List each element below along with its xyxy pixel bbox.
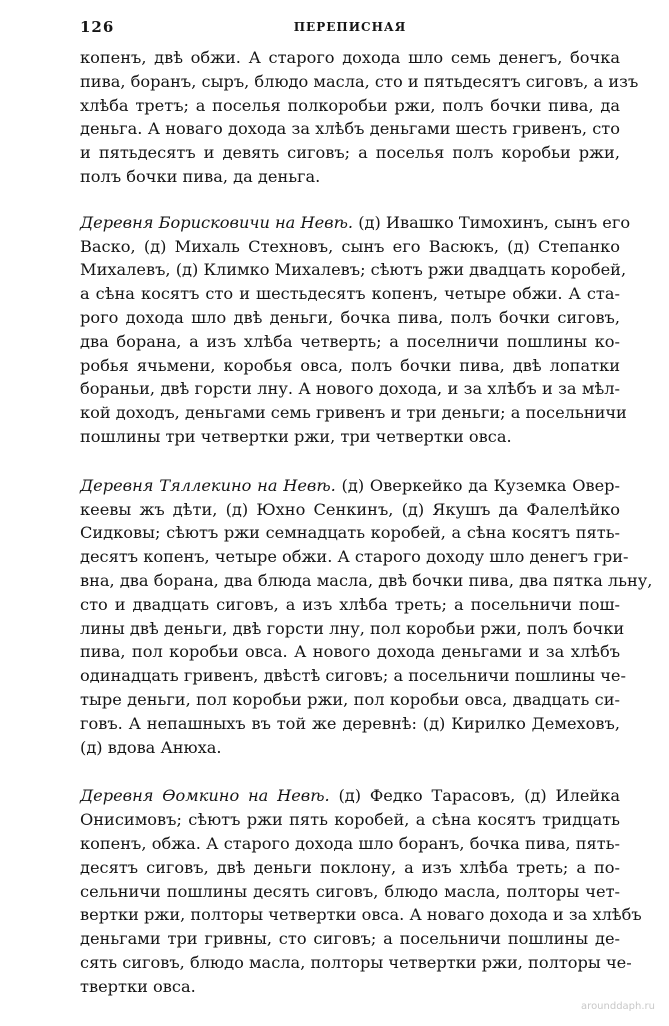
text-line: вертки ржи, полторы четвертки овса. А новаго дохода и за хлѣбъ <box>80 905 642 925</box>
text-line: бораньи, двѣ горсти лну. А нового дохода, и за хлѣбъ и за мѣл- <box>80 379 620 399</box>
text-line: копенъ, обжа. А старого дохода шло боранъ, бочка пива, пять- <box>80 833 620 853</box>
text-line: (д) вдова Анюха. <box>80 737 222 757</box>
text-line: робья ячьмени, коробья овса, полъ бочки пива, двѣ лопатки <box>80 355 620 375</box>
text-fragment: (д) Ивашко Тимохинъ, сынъ его <box>358 212 631 232</box>
text-line <box>80 211 631 235</box>
text-line: тыре деньги, пол коробьи ржи, пол коробьи овса, двадцать си- <box>80 689 620 709</box>
text-line: Михалевъ, (д) Климко Михалевъ; сѣютъ ржи двадцать коробей, <box>80 260 627 280</box>
text-line: твертки овса. <box>80 976 196 996</box>
text-line: пошлины три четвертки ржи, три четвертки овса. <box>80 426 512 446</box>
text-line: полъ бочки пива, да деньга. <box>80 166 321 186</box>
text-line: пива, пол коробьи овса. А нового дохода деньгами и за хлѣбъ <box>80 642 620 662</box>
text-line: Онисимовъ; сѣютъ ржи пять коробей, а сѣна косятъ тридцать <box>80 810 620 830</box>
text-line: Сидковы; сѣютъ ржи семнадцать коробей, а сѣна косятъ пять- <box>80 523 620 543</box>
page-number: 126 <box>80 18 115 36</box>
text-line: кеевы жъ дѣти, (д) Юхно Сенкинъ, (д) Якушъ да Фалелѣйко <box>80 499 620 519</box>
text-line: одинадцать гривенъ, двѣстѣ сиговъ; а посельничи пошлины че- <box>80 666 626 686</box>
book-page <box>80 12 653 998</box>
text-line: сто и двадцать сиговъ, а изъ хлѣба треть; а посельничи пош- <box>80 594 620 614</box>
text-line: два борана, а изъ хлѣба четверть; а поселничи пошлины ко- <box>80 331 620 351</box>
text-line: сять сиговъ, блюдо масла, полторы четвертки ржи, полторы че- <box>80 952 632 972</box>
text-line: десятъ копенъ, четыре обжи. А старого доходу шло денегъ гри- <box>80 547 629 567</box>
text-line: лины двѣ деньги, двѣ горсти лну, пол коробьи ржи, полъ бочки <box>80 618 625 638</box>
village-name: Деревня Тяллекино на Невѣ. <box>80 475 336 495</box>
paragraph-tyallekino <box>80 474 653 760</box>
text-line: вна, два борана, два блюда масла, двѣ бочки пива, два пятка льну, <box>80 570 653 590</box>
text-line: кой доходъ, деньгами семь гривенъ и три деньги; а посельничи <box>80 403 627 423</box>
text-line: сельничи пошлины десять сиговъ, блюдо масла, полторы чет- <box>80 881 620 901</box>
text-line: и пятьдесятъ и девять сиговъ; а поселья полъ коробьи ржи, <box>80 143 620 163</box>
text-line: говъ. А непашныхъ въ той же деревнѣ: (д) Кирилко Демеховъ, <box>80 713 620 733</box>
text-line: пива, боранъ, сыръ, блюдо масла, сто и пятьдесятъ сиговъ, а изъ <box>80 71 639 91</box>
text-fragment: (д) Федко Тарасовъ, (д) Илейка <box>338 786 620 806</box>
village-name: Деревня Борисковичи на Невѣ. <box>80 212 354 232</box>
text-line: рого дохода шло двѣ деньги, бочка пива, полъ бочки сиговъ, <box>80 307 620 327</box>
text-line: деньгами три гривны, сто сиговъ; а посельничи пошлины де- <box>80 929 620 949</box>
text-fragment: (д) Оверкейко да Куземка Овер- <box>341 475 620 495</box>
running-title: ПЕРЕПИСНАЯ <box>293 20 407 34</box>
text-line <box>80 784 620 808</box>
village-name: Деревня Ѳомкино на Невѣ. <box>80 786 330 806</box>
watermark: arounddaph.ru <box>581 1001 655 1012</box>
text-line: деньга. А новаго дохода за хлѣбъ деньгами шесть гривенъ, сто <box>80 119 620 139</box>
paragraph-fomkino <box>80 784 642 998</box>
paragraph-continuation <box>80 46 639 189</box>
text-line: хлѣба третъ; а поселья полкоробьи ржи, полъ бочки пива, да <box>80 95 620 115</box>
text-line: десятъ сиговъ, двѣ деньги поклону, а изъ хлѣба треть; а по- <box>80 857 620 877</box>
running-head <box>80 12 620 46</box>
text-line: копенъ, двѣ обжи. А старого дохода шло семь денегъ, бочка <box>80 48 620 67</box>
text-line: Васко, (д) Михаль Стехновъ, сынъ его Васюкъ, (д) Степанко <box>80 236 620 256</box>
text-line <box>80 474 620 498</box>
paragraph-boriskovichi <box>80 211 631 449</box>
text-line: а сѣна косятъ сто и шестьдесятъ копенъ, четыре обжи. А ста- <box>80 284 620 304</box>
